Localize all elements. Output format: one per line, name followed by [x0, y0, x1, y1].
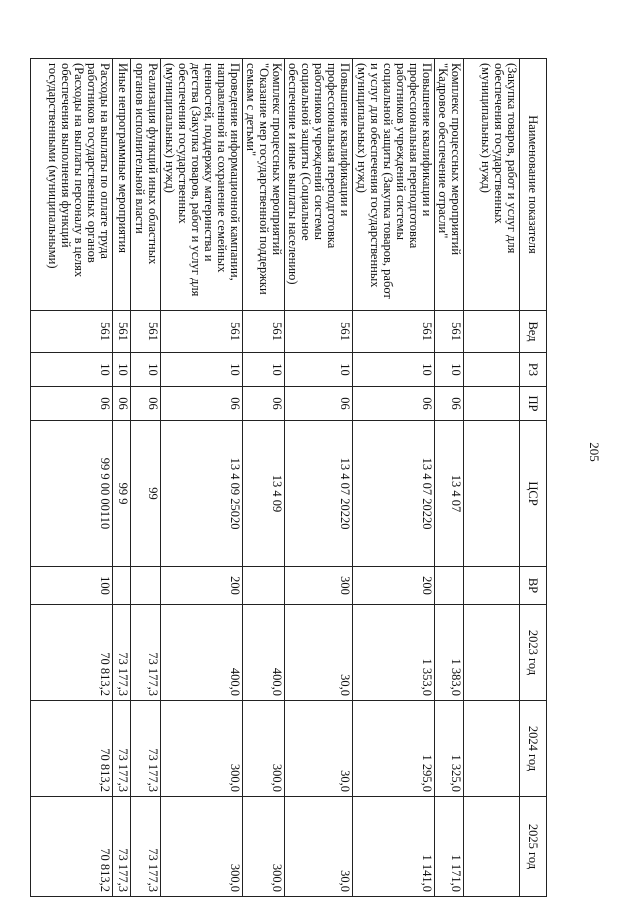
- cell-2024: 1 325,0: [435, 701, 464, 797]
- cell-csr: 99 9: [113, 421, 131, 567]
- cell-rz: 10: [353, 353, 435, 387]
- cell-ved: 561: [285, 311, 353, 353]
- cell-2023: 73 177,3: [131, 605, 161, 701]
- cell-indicator-name: (Закупка товаров, работ и услуг для обеспечения государственных (муниципальных) нужд): [464, 59, 520, 311]
- cell-ved: 561: [113, 311, 131, 353]
- cell-2025: 73 177,3: [113, 797, 131, 897]
- table-header-row: [520, 59, 547, 897]
- table-row: [31, 59, 113, 897]
- cell-rz: 10: [161, 353, 243, 387]
- cell-2025: 1 141,0: [353, 797, 435, 897]
- cell-ved: [464, 311, 520, 353]
- cell-pr: 06: [161, 387, 243, 421]
- cell-2024: 73 177,3: [113, 701, 131, 797]
- cell-ved: 561: [131, 311, 161, 353]
- cell-2023: [464, 605, 520, 701]
- cell-2025: 30,0: [285, 797, 353, 897]
- cell-2023: 1 383,0: [435, 605, 464, 701]
- cell-csr: 13 4 09: [243, 421, 285, 567]
- cell-ved: 561: [243, 311, 285, 353]
- cell-vr: 100: [31, 567, 113, 605]
- header-indicator-name: Наименование показателя: [520, 59, 547, 311]
- cell-vr: 300: [285, 567, 353, 605]
- cell-ved: 561: [435, 311, 464, 353]
- page-number: 205: [587, 442, 602, 462]
- cell-vr: [113, 567, 131, 605]
- cell-csr: 99 9 00 00110: [31, 421, 113, 567]
- cell-csr: 13 4 07 20220: [285, 421, 353, 567]
- cell-pr: 06: [285, 387, 353, 421]
- cell-2024: 300,0: [161, 701, 243, 797]
- cell-pr: [464, 387, 520, 421]
- cell-csr: 99: [131, 421, 161, 567]
- header-rz: РЗ: [520, 353, 547, 387]
- cell-rz: 10: [243, 353, 285, 387]
- table-row: [161, 59, 243, 897]
- cell-2023: 73 177,3: [113, 605, 131, 701]
- cell-csr: [464, 421, 520, 567]
- cell-2025: 73 177,3: [131, 797, 161, 897]
- cell-2025: 300,0: [243, 797, 285, 897]
- cell-rz: 10: [131, 353, 161, 387]
- table-row: [113, 59, 131, 897]
- header-vr: ВР: [520, 567, 547, 605]
- cell-pr: 06: [243, 387, 285, 421]
- cell-vr: [435, 567, 464, 605]
- cell-vr: 200: [161, 567, 243, 605]
- table-row: [353, 59, 435, 897]
- cell-pr: 06: [31, 387, 113, 421]
- table-row: [243, 59, 285, 897]
- cell-2023: 70 813,2: [31, 605, 113, 701]
- header-csr: ЦСР: [520, 421, 547, 567]
- cell-csr: 13 4 09 25020: [161, 421, 243, 567]
- header-2025: 2025 год: [520, 797, 547, 897]
- cell-2024: 1 295,0: [353, 701, 435, 797]
- cell-2024: 30,0: [285, 701, 353, 797]
- cell-indicator-name: Повышение квалификации и профессиональная переподготовка работников учреждений системы социальной защиты (Социальное обеспечение и иные выплаты населению): [285, 59, 353, 311]
- cell-rz: 10: [435, 353, 464, 387]
- cell-csr: 13 4 07: [435, 421, 464, 567]
- cell-rz: 10: [31, 353, 113, 387]
- cell-2023: 30,0: [285, 605, 353, 701]
- rotated-page-content: [17, 58, 547, 896]
- header-2023: 2023 год: [520, 605, 547, 701]
- header-pr: ПР: [520, 387, 547, 421]
- table-row: [131, 59, 161, 897]
- cell-vr: 200: [353, 567, 435, 605]
- cell-2025: [464, 797, 520, 897]
- header-ved: Вед: [520, 311, 547, 353]
- cell-ved: 561: [161, 311, 243, 353]
- cell-pr: 06: [353, 387, 435, 421]
- cell-pr: 06: [131, 387, 161, 421]
- cell-2024: 70 813,2: [31, 701, 113, 797]
- table-row: [435, 59, 464, 897]
- table-row: [285, 59, 353, 897]
- cell-2023: 1 353,0: [353, 605, 435, 701]
- header-2024: 2024 год: [520, 701, 547, 797]
- budget-table: [30, 58, 547, 897]
- cell-2023: 400,0: [161, 605, 243, 701]
- cell-pr: 06: [435, 387, 464, 421]
- cell-pr: 06: [113, 387, 131, 421]
- cell-rz: 10: [285, 353, 353, 387]
- cell-vr: [131, 567, 161, 605]
- cell-indicator-name: Иные непрограммные мероприятия: [113, 59, 131, 311]
- cell-2025: 70 813,2: [31, 797, 113, 897]
- cell-indicator-name: Комплекс процессных мероприятий "Оказание мер государственной поддержки семьям с детьми": [243, 59, 285, 311]
- cell-indicator-name: Реализация функций иных областных органов исполнительной власти: [131, 59, 161, 311]
- cell-2024: 300,0: [243, 701, 285, 797]
- cell-rz: 10: [113, 353, 131, 387]
- cell-rz: [464, 353, 520, 387]
- cell-vr: [243, 567, 285, 605]
- cell-ved: 561: [31, 311, 113, 353]
- cell-2024: [464, 701, 520, 797]
- cell-indicator-name: Комплекс процессных мероприятий "Кадровое обеспечение отрасли": [435, 59, 464, 311]
- cell-2024: 73 177,3: [131, 701, 161, 797]
- cell-2025: 1 171,0: [435, 797, 464, 897]
- cell-2025: 300,0: [161, 797, 243, 897]
- table-row: [464, 59, 520, 897]
- cell-csr: 13 4 07 20220: [353, 421, 435, 567]
- cell-ved: 561: [353, 311, 435, 353]
- cell-2023: 400,0: [243, 605, 285, 701]
- cell-indicator-name: Расходы на выплаты по оплате труда работников государственных органов (Расходы на выплаты персоналу в целях обеспечения выполнения функций государственными (муниципальными): [31, 59, 113, 311]
- cell-vr: [464, 567, 520, 605]
- cell-indicator-name: Проведение информационной кампании, направленной на сохранение семейных ценностей, поддержку материнства и детства (Закупка товаров, работ и услуг для обеспечения государственных (муниципальных) нужд): [161, 59, 243, 311]
- cell-indicator-name: Повышение квалификации и профессиональная переподготовка работников учреждений системы социальной защиты (Закупка товаров, работ и услуг для обеспечения государственных (муниципальных) нужд): [353, 59, 435, 311]
